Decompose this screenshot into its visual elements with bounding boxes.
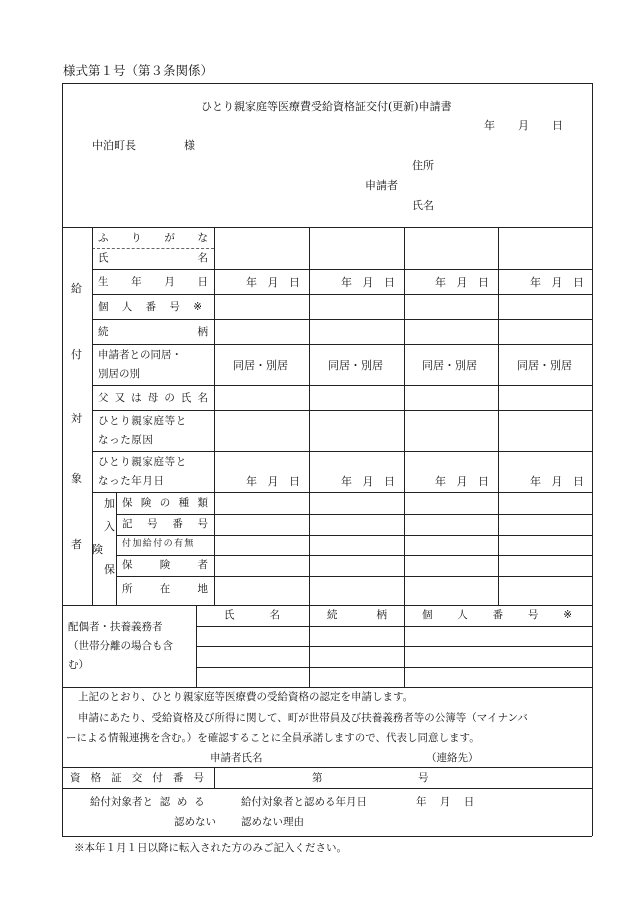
label-char: 保 (122, 559, 133, 571)
label-char: 保 (122, 497, 133, 509)
rule (92, 451, 592, 452)
label-char: 類 (197, 497, 208, 509)
label-char: 号 (169, 301, 180, 313)
frame-bottom (62, 836, 592, 837)
spouse-label-line2: （世帯分離の場合も含 (68, 640, 173, 652)
cohabit-option-1: 同居・別居 (233, 359, 288, 372)
group-label-char: 付 (71, 348, 82, 361)
group-label-char: 者 (71, 538, 82, 551)
label-char: 資 (70, 772, 81, 784)
benefit-label: 付加給付の有無 (122, 539, 195, 549)
applicant-label: 申請者 (365, 179, 398, 192)
honorific: 様 (184, 139, 195, 152)
label-char: は (131, 392, 142, 404)
insurer-label (122, 560, 208, 571)
rule (62, 605, 592, 606)
rule (92, 269, 592, 270)
frame-left (62, 83, 63, 836)
label-char: 険 (159, 559, 171, 571)
label-char: 名 (197, 392, 208, 404)
certificate-prefix: 第 (312, 772, 323, 784)
label-char: 険 (140, 497, 152, 509)
cohabit-option-3: 同居・別居 (422, 359, 477, 372)
rule (92, 492, 592, 493)
rule (196, 667, 592, 668)
label-char: 父 (98, 392, 109, 404)
cohabit-label-line1: 申請者との同居・ (98, 349, 182, 361)
label-char: 柄 (197, 326, 208, 338)
certificate-number-label (70, 773, 204, 784)
rule (116, 576, 592, 577)
cohabit-option-4: 同居・別居 (517, 359, 572, 372)
date-day-label: 日 (552, 119, 563, 132)
reason-label-line2: なった原因 (98, 434, 154, 446)
label-char: ※ (563, 609, 572, 621)
rule (92, 410, 592, 411)
deny-reason-label: 認めない理由 (241, 816, 304, 828)
cohabit-option-2: 同居・別居 (328, 359, 383, 372)
label-char: 母 (147, 392, 159, 404)
label-char: 又 (114, 392, 126, 404)
frame-top (62, 83, 592, 84)
spouse-col-number (422, 610, 572, 621)
label-char: 付 (152, 772, 163, 784)
insurance-group-char: 入 (104, 520, 115, 533)
date-year-label: 年 (484, 119, 495, 132)
label-char: 号 (147, 518, 158, 530)
label-char: 柄 (376, 609, 387, 621)
rule (214, 767, 215, 788)
recognize-label: 給付対象者と 認 め る (90, 796, 205, 808)
consent-line2: 申請にあたり、受給資格及び所得に関して、町が世帯員及び扶養義務者等の公簿等（マイナンバ (78, 712, 528, 724)
name-row-label (98, 253, 208, 264)
label-char: ※ (193, 301, 202, 313)
label-char: 在 (159, 583, 171, 595)
rule (214, 227, 215, 605)
frame-right (592, 83, 593, 836)
became-date-cell-1: 年 月 日 (246, 475, 300, 488)
symbol-number-label (122, 519, 208, 530)
rule (92, 385, 592, 386)
label-char: 種 (178, 497, 190, 509)
rule (92, 248, 214, 249)
rule (196, 626, 592, 627)
insurance-group-char: 加 (104, 497, 115, 510)
certificate-suffix: 号 (418, 772, 429, 784)
group-label-char: 対 (71, 412, 82, 425)
label-char: な (197, 232, 208, 244)
label-char: 人 (457, 609, 468, 621)
group-label-char: 象 (71, 472, 82, 485)
rule (92, 319, 592, 320)
rule (196, 646, 592, 647)
label-char: 個 (422, 609, 433, 621)
label-char: 続 (327, 609, 338, 621)
location-label (122, 584, 208, 595)
rule (62, 687, 592, 688)
label-char: 日 (197, 276, 208, 288)
label-char: 番 (145, 301, 157, 313)
furigana-label (98, 233, 208, 244)
label-char: 名 (269, 609, 280, 621)
date-became-label-line1: ひとり親家庭等と (98, 456, 187, 468)
parent-name-label (98, 393, 208, 404)
label-char: 番 (172, 518, 183, 530)
label-char: ふ (98, 232, 109, 244)
rule (62, 227, 592, 228)
insurance-group-char: 保 (104, 563, 115, 576)
label-char: 番 (492, 609, 504, 621)
label-char: 生 (98, 276, 109, 288)
birth-date-cell-4: 年 月 日 (530, 276, 584, 289)
label-char: 名 (197, 252, 208, 264)
form-title: ひとり親家庭等医療費受給資格証交付(更新)申請書 (201, 100, 452, 113)
insurance-type-label (122, 498, 208, 509)
reason-label-line1: ひとり親家庭等と (98, 415, 187, 427)
label-char: 続 (98, 326, 109, 338)
label-char: 氏 (98, 252, 109, 264)
label-char: 格 (90, 772, 102, 784)
rule (404, 605, 405, 687)
label-char: が (164, 232, 175, 244)
label-char: 個 (98, 301, 109, 313)
label-char: り (131, 232, 142, 244)
birth-date-cell-3: 年 月 日 (435, 276, 489, 289)
cohabit-label-line2: 別居の別 (98, 368, 140, 380)
became-date-cell-2: 年 月 日 (341, 475, 395, 488)
date-became-label-line2: なった年月日 (98, 475, 165, 487)
relation-label (98, 327, 208, 338)
spouse-col-name (224, 610, 280, 621)
rule (498, 227, 499, 605)
group-label-char: 給 (71, 282, 82, 295)
spouse-col-relation (327, 610, 387, 621)
birth-date-cell-1: 年 月 日 (246, 276, 300, 289)
label-char: 号 (193, 772, 204, 784)
rule (116, 555, 592, 556)
birth-date-cell-2: 年 月 日 (341, 276, 395, 289)
rule (116, 492, 117, 605)
date-month-label: 月 (518, 119, 529, 132)
became-date-cell-3: 年 月 日 (435, 475, 489, 488)
insurance-group-char: 険 (92, 543, 103, 556)
decision-date: 年 月 日 (416, 796, 475, 808)
label-char: 号 (527, 609, 539, 621)
id-number-label (98, 302, 202, 313)
label-char: 番 (172, 772, 184, 784)
label-char: 証 (111, 772, 122, 784)
label-char: 月 (164, 276, 175, 288)
rule (62, 767, 592, 768)
became-date-cell-4: 年 月 日 (530, 475, 584, 488)
label-char: 記 (122, 518, 133, 530)
spouse-label-line3: む） (68, 659, 89, 671)
rule (62, 788, 592, 789)
birth-label (98, 277, 208, 288)
label-char: 地 (197, 583, 208, 595)
label-char: 年 (131, 276, 142, 288)
recognize-date-label: 給付対象者と認める年月日 (241, 796, 367, 808)
label-char: 交 (131, 772, 143, 784)
contact-label: （連絡先） (426, 752, 479, 764)
address-label: 住所 (412, 159, 434, 172)
form-code: 様式第１号（第３条関係） (63, 63, 214, 78)
label-char: の (159, 497, 171, 509)
rule (116, 514, 592, 515)
label-char: 所 (122, 583, 133, 595)
consent-line1: 上記のとおり、ひとり親家庭等医療費の受給資格の認定を申請します。 (78, 691, 414, 703)
rule (309, 605, 310, 687)
rule (92, 294, 592, 295)
label-char: 人 (121, 301, 133, 313)
label-char: 氏 (180, 392, 192, 404)
label-char: 号 (197, 518, 208, 530)
footnote: ※本年１月１日以降に転入された方のみご記入ください。 (74, 842, 347, 854)
rule (196, 605, 197, 687)
spouse-label-line1: 配偶者・扶養義務者 (68, 621, 163, 633)
label-char: の (164, 392, 175, 404)
deny-label: 認めない (174, 816, 216, 828)
label-char: 者 (197, 559, 208, 571)
rule (404, 227, 405, 605)
addressee: 中泊町長 (92, 139, 136, 152)
label-char: 氏 (224, 609, 235, 621)
rule (92, 344, 592, 345)
rule (116, 535, 592, 536)
consent-line3: ーによる情報連携を含む。）を確認することに全員承諾しますので、代表し同意します。 (66, 732, 480, 744)
signer-label: 申請者氏名 (210, 752, 263, 764)
name-label: 氏名 (412, 199, 434, 212)
rule (309, 227, 310, 605)
